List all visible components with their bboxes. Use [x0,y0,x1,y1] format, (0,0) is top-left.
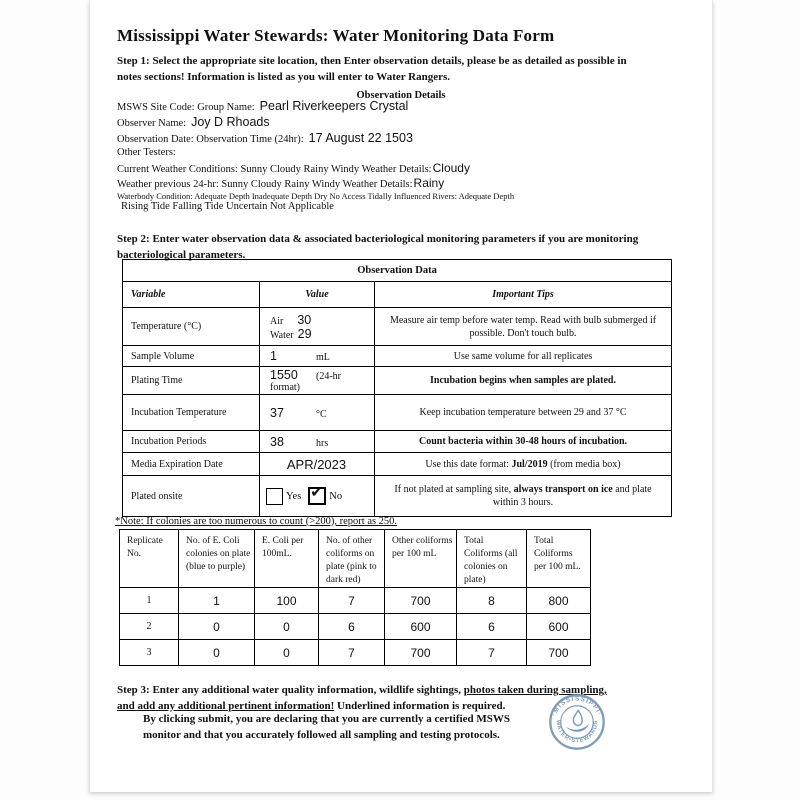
underlined-requirement: and add any additional pertinent information! [117,699,335,712]
variable-label: Sample Volume [123,346,260,367]
data-cell[interactable]: 8 [457,588,527,614]
data-cell[interactable]: 700 [385,588,457,614]
data-cell[interactable]: 600 [527,614,591,640]
replicate-number: 1 [120,588,179,614]
submit-declaration: By clicking submit, you are declaring that you are currently a certified MSWS monitor and that you accurately followed all sampling and testing protocols. [143,713,510,741]
header-other-coliforms-100ml: Other coliforms per 100 mL [385,530,457,588]
tip-text: Use this date format: Jul/2019 (from media box) [375,453,672,476]
data-cell[interactable]: 700 [527,640,591,666]
tide-line [121,201,334,212]
step1-line: Step 1: Select the appropriate site location, then Enter observation details, please be as detailed as possible in [117,55,627,67]
waterbody-condition-line [117,191,514,201]
variable-label: Incubation Temperature [123,395,260,431]
replicate-number: 3 [120,640,179,666]
observation-data-table [122,259,672,517]
temperature-row [123,308,672,346]
data-cell[interactable]: 7 [319,640,385,666]
incubation-temperature-row [123,395,672,431]
unit-label: hrs [316,437,329,449]
checkmark-icon: ✔ [310,483,323,501]
header-total-coliforms-plate: Total Coliforms (all colonies on plate) [457,530,527,588]
variable-label: Plated onsite [123,476,260,517]
sample-volume-field[interactable]: 1 [270,349,277,363]
step2-line: bacteriological parameters. [117,248,246,261]
water-drop-icon [573,710,582,725]
logo-top-text: ·MISSISSIPPI· [550,695,604,718]
tip-text: Keep incubation temperature between 29 and 37 °C [375,395,672,431]
no-checkbox-label: No [329,490,343,502]
media-expiration-row [123,453,672,476]
observation-date-field[interactable]: 17 August 22 1503 [308,131,413,145]
data-cell[interactable]: 7 [319,588,385,614]
col-header-variable: Variable [123,282,260,308]
current-weather-field[interactable]: Cloudy [432,161,470,175]
data-cell[interactable]: 0 [179,614,255,640]
replicate-number: 2 [120,614,179,640]
col-header-value: Value [260,282,375,308]
data-cell[interactable]: 700 [385,640,457,666]
sample-volume-row [123,346,672,367]
underlined-requirement: photos taken during sampling, [463,684,607,696]
current-weather-label: Current Weather Conditions: Sunny Cloudy Rainy Windy Weather Details: [117,164,432,175]
observer-line [117,115,270,129]
step3-instructions: Step 3: Enter any additional water quality information, wildlife sightings, photos taken during sampling, and add any additional pertinent information! Underlined information is required. [117,684,607,712]
unit-label: °C [316,408,327,420]
other-testers-label: Other Testers: [117,147,176,158]
data-cell[interactable]: 1 [179,588,255,614]
observation-date-line [117,131,413,145]
incubation-periods-row [123,431,672,453]
current-weather-line [117,161,470,175]
data-cell[interactable]: 0 [179,640,255,666]
variable-label: Temperature (°C) [123,308,260,346]
tip-text: Count bacteria within 30-48 hours of incubation. [375,431,672,453]
water-temp-field[interactable]: 29 [297,326,312,341]
obs-table-title-row [123,260,672,282]
plating-time-field[interactable]: 1550 [270,368,298,382]
water-label: Water [270,329,294,341]
data-cell[interactable]: 100 [255,588,319,614]
media-expiration-field[interactable]: APR/2023 [286,456,347,472]
tip-text: Use same volume for all replicates [375,346,672,367]
previous-weather-field[interactable]: Rainy [413,176,445,190]
incubation-periods-field[interactable]: 38 [270,434,284,449]
observer-name-field[interactable]: Joy D Rhoads [191,115,270,129]
variable-label: Plating Time [123,367,260,395]
tip-text: Incubation begins when samples are plated. [375,367,672,395]
tip-text: Measure air temp before water temp. Read with bulb submerged if possible. Don't touch bulb. [375,308,672,346]
site-code-label: MSWS Site Code: Group Name: [117,102,255,113]
replicate-row-1 [120,588,591,614]
header-ecoli-per-100ml: E. Coli per 100mL. [255,530,319,588]
observer-label: Observer Name: [117,118,187,129]
header-other-coliforms-plate: No. of other coliforms on plate (pink to dark red) [319,530,385,588]
header-total-coliforms-100ml: Total Coliforms per 100 mL. [527,530,591,588]
yes-checkbox[interactable] [266,488,283,505]
incubation-temp-field[interactable]: 37 [270,405,284,420]
yes-checkbox-label: Yes [286,490,302,502]
header-replicate-no: Replicate No. [120,530,179,588]
data-cell[interactable]: 0 [255,614,319,640]
replicate-row-2 [120,614,591,640]
col-header-tips: Important Tips [375,282,672,308]
no-checkbox[interactable] [308,483,326,505]
data-cell[interactable]: 800 [527,588,591,614]
plated-onsite-row [123,476,672,517]
site-code-field[interactable]: Pearl Riverkeepers Crystal [259,99,409,113]
obs-table-title: Observation Data [123,260,672,282]
data-cell[interactable]: 7 [457,640,527,666]
replicate-header-row [120,530,591,588]
step1-line: notes sections! Information is listed as you will enter to Water Rangers. [117,70,451,83]
plating-time-row [123,367,672,395]
msws-logo [548,693,606,751]
air-label: Air [270,315,284,327]
variable-label: Incubation Periods [123,431,260,453]
unit-label: (24-hr format) [270,371,341,393]
replicate-row-3 [120,640,591,666]
data-cell[interactable]: 0 [255,640,319,666]
other-testers-line [117,147,176,158]
data-cell[interactable]: 6 [319,614,385,640]
site-code-line [117,99,408,113]
observation-details-heading: Observation Details [356,90,446,101]
air-temp-field[interactable]: 30 [297,312,312,327]
unit-label: mL [316,352,330,363]
previous-weather-line [117,176,444,190]
tip-text: If not plated at sampling site, always transport on ice and plate within 3 hours. [375,476,672,517]
step1-instructions [117,54,627,85]
replicate-results-table [119,529,591,666]
tide-label: Rising Tide Falling Tide Uncertain Not Applicable [121,201,334,212]
document-page [89,0,713,792]
observation-date-label: Observation Date: Observation Time (24hr): [117,134,304,145]
data-cell[interactable]: 6 [457,614,527,640]
obs-table-header-row [123,282,672,308]
header-ecoli-colonies: No. of E. Coli colonies on plate (blue to purple) [179,530,255,588]
waterbody-condition-label: Waterbody Condition: Adequate Depth Inadequate Depth Dry No Access Tidally Influenced Rivers: Adequate Depth [117,191,515,201]
page-title: Mississippi Water Stewards: Water Monitoring Data Form [117,26,555,45]
step2-line: Step 2: Enter water observation data & associated bacteriological monitoring parameters if you are monitoring [117,233,639,245]
data-cell[interactable]: 600 [385,614,457,640]
variable-label: Media Expiration Date [123,453,260,476]
previous-weather-label: Weather previous 24-hr: Sunny Cloudy Rainy Windy Weather Details: [117,179,413,190]
colony-count-note: *Note: If colonies are too numerous to count (>200), report as 250. [115,516,398,527]
logo-bottom-text: WATER•STEWARDS [554,719,600,745]
